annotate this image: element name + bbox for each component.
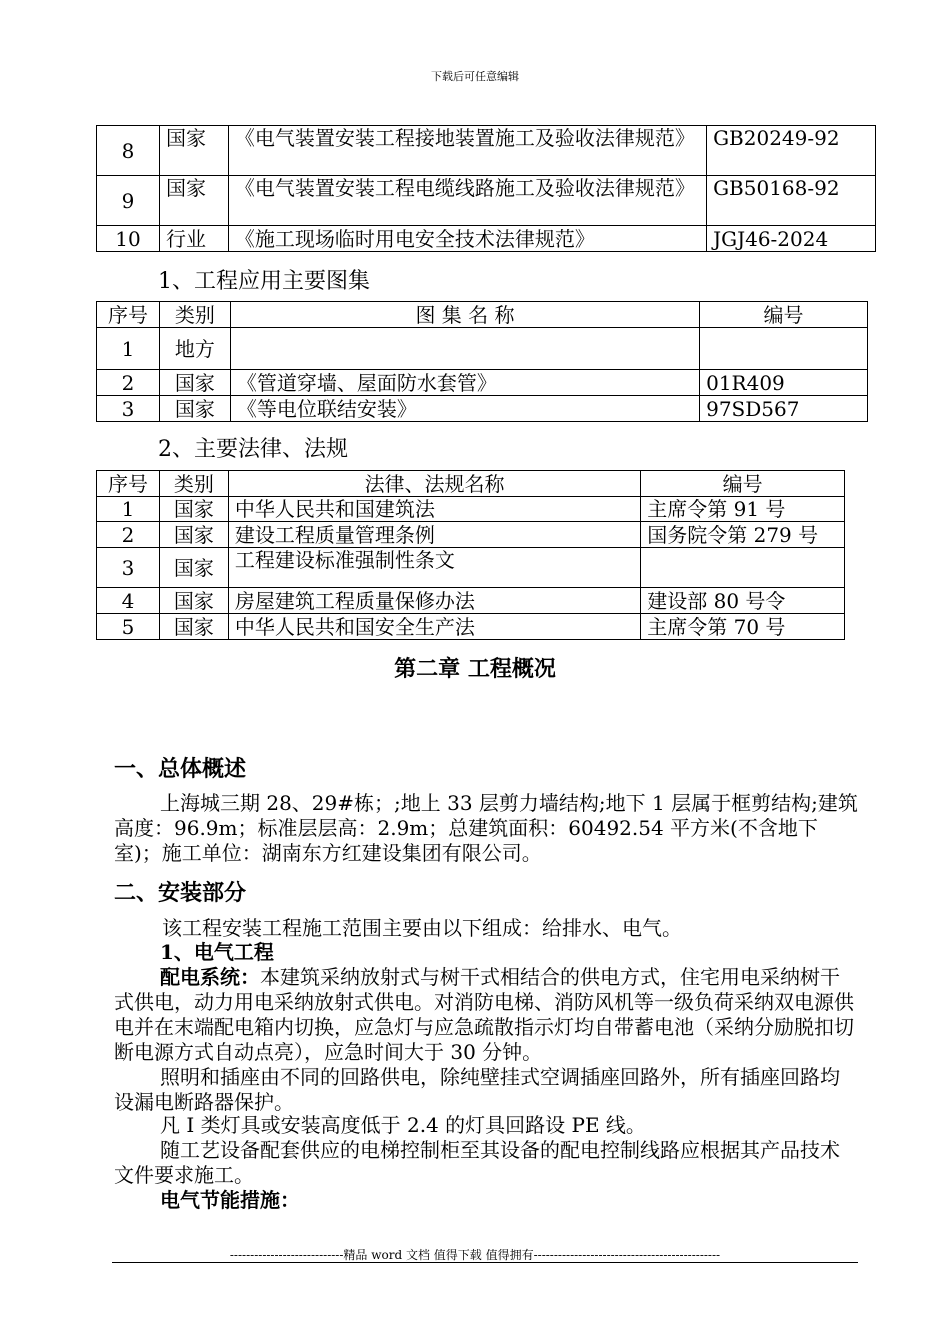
row-name: 《电气装置安装工程电缆线路施工及验收法律规范》 [228,176,706,226]
row-code: GB20249-92 [707,126,876,176]
row-code: 01R409 [700,370,868,396]
row-type: 国家 [159,396,230,422]
row-type: 国家 [159,370,230,396]
row-type: 国家 [159,614,228,640]
atlas-section-title: 1、工程应用主要图集 [158,269,370,294]
row-number: 3 [97,396,160,422]
standards-table [96,125,876,252]
row-number: 1 [97,328,160,370]
row-number: 1 [97,497,160,522]
table-row [97,126,876,176]
atlas-table [96,301,868,422]
row-name: 《管道穿墙、屋面防水套管》 [230,370,699,396]
row-name: 工程建设标准强制性条文 [228,548,640,588]
table-header-row [97,471,845,497]
header-name: 图 集 名 称 [230,302,699,328]
row-code: GB50168-92 [707,176,876,226]
row-number: 4 [97,588,160,614]
install-title: 二、安装部分 [114,880,247,906]
header-code: 编号 [700,302,868,328]
laws-section-title: 2、主要法律、法规 [158,437,348,462]
table-row [97,396,868,422]
row-code [700,328,868,370]
header-number: 序号 [97,471,160,497]
row-code: JGJ46-2024 [707,226,876,252]
lighting-paragraph: 照明和插座由不同的回路供电，除纯壁挂式空调插座回路外，所有插座回路均设漏电断路器保护。 [114,1065,840,1114]
power-system-label: 配电系统： [160,965,260,989]
row-code: 主席令第 91 号 [641,497,845,522]
row-number: 9 [97,176,160,226]
table-header-row [97,302,868,328]
row-type: 国家 [159,497,228,522]
row-name: 中华人民共和国安全生产法 [228,614,640,640]
row-number: 3 [97,548,160,588]
row-type: 国家 [159,176,228,226]
row-name: 中华人民共和国建筑法 [228,497,640,522]
row-number: 2 [97,370,160,396]
header-note: 下载后可任意编辑 [431,70,519,83]
footer-note: ----------------------------精品 word 文档 值得下载 值得拥有---------------------------------------------- [229,1248,721,1262]
row-type: 行业 [159,226,228,252]
table-row [97,497,845,522]
power-system-paragraph [114,965,859,1065]
table-row [97,176,876,226]
row-number: 8 [97,126,160,176]
pe-line-paragraph: 凡 I 类灯具或安装高度低于 2.4 的灯具回路设 PE 线。 [160,1113,646,1137]
row-name: 《施工现场临时用电安全技术法律规范》 [228,226,706,252]
row-type: 国家 [159,126,228,176]
table-row [97,548,845,588]
row-number: 10 [97,226,160,252]
table-row [97,328,868,370]
table-row [97,614,845,640]
overview-title: 一、总体概述 [114,756,247,782]
row-name: 房屋建筑工程质量保修办法 [228,588,640,614]
install-intro: 该工程安装工程施工范围主要由以下组成：给排水、电气。 [162,916,682,940]
laws-table [96,470,845,640]
chapter-title: 第二章 工程概况 [394,656,556,682]
row-name: 建设工程质量管理条例 [228,522,640,548]
row-number: 2 [97,522,160,548]
row-type: 国家 [159,548,228,588]
row-type: 国家 [159,588,228,614]
row-name: 《等电位联结安装》 [230,396,699,422]
row-type: 地方 [159,328,230,370]
row-number: 5 [97,614,160,640]
row-code: 主席令第 70 号 [641,614,845,640]
row-code: 建设部 80 号令 [641,588,845,614]
table-row [97,370,868,396]
overview-text: 上海城三期 28、29#栋；;地上 33 层剪力墙结构;地下 1 层属于框剪结构;建筑高度：96.9m；标准层层高：2.9m；总建筑面积：60492.54 平方米(不含地下室)；施工单位：湖南东方红建设集团有限公司。 [114,791,858,865]
table-row [97,588,845,614]
footer-divider [112,1262,858,1263]
header-name: 法律、法规名称 [228,471,640,497]
row-name: 《电气装置安装工程接地装置施工及验收法律规范》 [228,126,706,176]
row-name [230,328,699,370]
header-type: 类别 [159,302,230,328]
header-code: 编号 [641,471,845,497]
table-row [97,522,845,548]
header-type: 类别 [159,471,228,497]
electrical-subtitle: 1、电气工程 [160,940,274,964]
power-system-text: 本建筑采纳放射式与树干式相结合的供电方式，住宅用电采纳树干式供电，动力用电采纳放射式供电。对消防电梯、消防风机等一级负荷采纳双电源供电并在末端配电箱内切换，应急灯与应急疏散指示灯均自带蓄电池（采纳分励脱扣切断电源方式自动点亮），应急时间大于 30 分钟。 [114,965,854,1064]
elevator-paragraph: 随工艺设备配套供应的电梯控制柜至其设备的配电控制线路应根据其产品技术文件要求施工。 [114,1138,840,1187]
header-number: 序号 [97,302,160,328]
table-row [97,226,876,252]
row-code: 97SD567 [700,396,868,422]
row-code [641,548,845,588]
energy-saving-label: 电气节能措施： [160,1188,300,1212]
row-type: 国家 [159,522,228,548]
row-code: 国务院令第 279 号 [641,522,845,548]
